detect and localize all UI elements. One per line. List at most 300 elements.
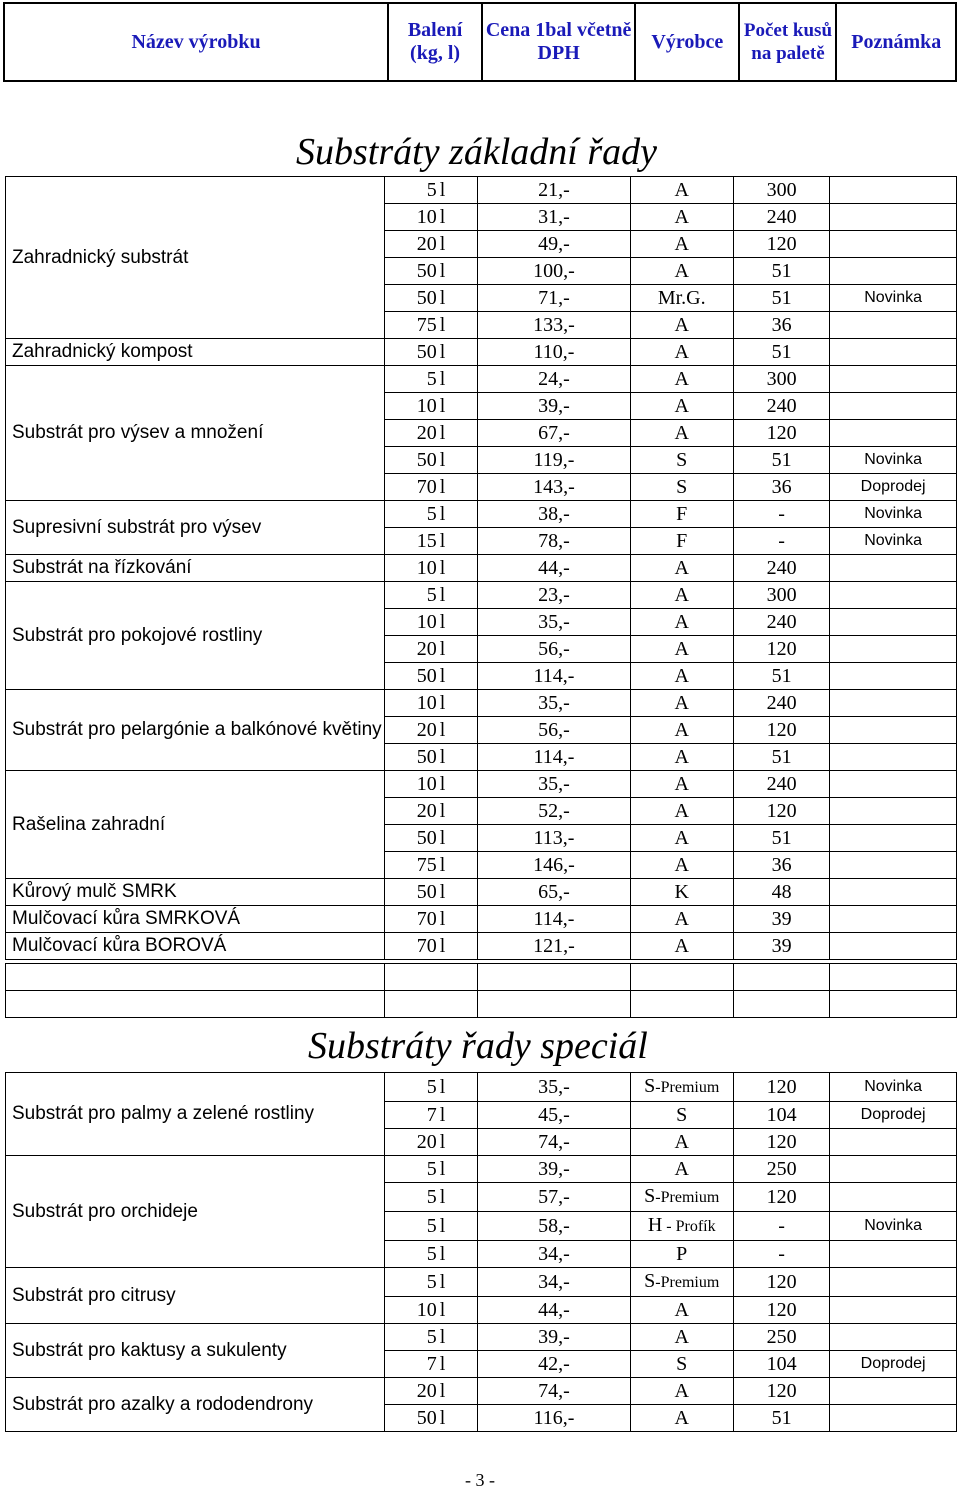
- pack-size: [385, 1102, 478, 1129]
- maker: [630, 1183, 733, 1212]
- maker-code: A: [674, 260, 689, 282]
- table-row: [6, 879, 957, 906]
- pack-unit: l: [439, 287, 446, 309]
- product-name: Substrát pro palmy a zelené rostliny: [6, 1073, 385, 1156]
- pack-volume: 10: [416, 206, 437, 228]
- pack-size: [385, 1324, 478, 1351]
- pallet-count: 51: [733, 825, 829, 852]
- price: 34,-: [478, 1241, 630, 1268]
- note: [830, 663, 957, 690]
- maker: [630, 609, 733, 636]
- basic-substrates-table: [5, 176, 957, 960]
- pack-volume: 20: [416, 1380, 437, 1402]
- table-row: [6, 339, 957, 366]
- pack-size: [385, 1156, 478, 1183]
- note: [830, 258, 957, 285]
- pack-size: [385, 393, 478, 420]
- pack-unit: l: [439, 1243, 446, 1265]
- pack-unit: l: [439, 1380, 446, 1402]
- product-name: Zahradnický substrát: [6, 177, 385, 339]
- pallet-count: 104: [733, 1351, 829, 1378]
- pallet-count: 120: [733, 798, 829, 825]
- pack-size: [385, 636, 478, 663]
- maker: [630, 447, 733, 474]
- pallet-count: 51: [733, 258, 829, 285]
- pack-size: [385, 690, 478, 717]
- maker-code: S: [644, 1185, 656, 1207]
- note: [830, 690, 957, 717]
- price: 35,-: [478, 609, 630, 636]
- maker: [630, 825, 733, 852]
- pack-unit: l: [439, 530, 446, 552]
- pallet-count: -: [733, 528, 829, 555]
- pack-unit: l: [439, 773, 446, 795]
- pack-size: [385, 366, 478, 393]
- pallet-count: 104: [733, 1102, 829, 1129]
- price: 24,-: [478, 366, 630, 393]
- note: [830, 717, 957, 744]
- pallet-count: 240: [733, 690, 829, 717]
- maker: [630, 420, 733, 447]
- empty-row: [6, 991, 957, 1018]
- pack-volume: 5: [426, 584, 437, 606]
- note: [830, 393, 957, 420]
- pallet-count: 120: [733, 231, 829, 258]
- price: 113,-: [478, 825, 630, 852]
- maker: [630, 1351, 733, 1378]
- table-row: [6, 582, 957, 609]
- pack-size: [385, 933, 478, 960]
- pack-unit: l: [439, 800, 446, 822]
- note: [830, 555, 957, 582]
- product-name: Rašelina zahradní: [6, 771, 385, 879]
- pack-unit: l: [439, 368, 446, 390]
- maker-code: S: [676, 449, 688, 471]
- pack-volume: 5: [426, 368, 437, 390]
- pack-unit: l: [439, 341, 446, 363]
- pallet-count: 240: [733, 555, 829, 582]
- pack-size: [385, 852, 478, 879]
- price: 67,-: [478, 420, 630, 447]
- pack-size: [385, 798, 478, 825]
- note: [830, 1297, 957, 1324]
- price: 114,-: [478, 744, 630, 771]
- maker: [630, 204, 733, 231]
- price: 42,-: [478, 1351, 630, 1378]
- pack-unit: l: [439, 1158, 446, 1180]
- pack-volume: 20: [416, 422, 437, 444]
- maker: [630, 474, 733, 501]
- header-count: Počet kusů na paletě: [739, 3, 836, 81]
- price: 45,-: [478, 1102, 630, 1129]
- pack-size: [385, 177, 478, 204]
- note: Doprodej: [830, 1102, 957, 1129]
- pack-volume: 50: [416, 881, 437, 903]
- note: [830, 582, 957, 609]
- table-row: [6, 1156, 957, 1183]
- maker-code: A: [674, 800, 689, 822]
- maker-code: A: [674, 854, 689, 876]
- product-name: Substrát pro pelargónie a balkónové květiny: [6, 690, 385, 771]
- maker: [630, 1378, 733, 1405]
- maker-code: K: [674, 881, 689, 903]
- maker-code: S: [676, 1104, 688, 1126]
- pack-volume: 70: [416, 908, 437, 930]
- note: [830, 879, 957, 906]
- product-name: Substrát na řízkování: [6, 555, 385, 582]
- pallet-count: 240: [733, 393, 829, 420]
- pack-volume: 5: [426, 1243, 437, 1265]
- note: [830, 1268, 957, 1297]
- price: 143,-: [478, 474, 630, 501]
- pack-volume: 5: [426, 1158, 437, 1180]
- price: 146,-: [478, 852, 630, 879]
- pack-unit: l: [439, 1104, 446, 1126]
- maker: [630, 1156, 733, 1183]
- pack-unit: l: [439, 746, 446, 768]
- maker: [630, 1212, 733, 1241]
- table-row: [6, 690, 957, 717]
- maker: [630, 258, 733, 285]
- price: 39,-: [478, 393, 630, 420]
- pack-volume: 5: [426, 503, 437, 525]
- product-name: Supresivní substrát pro výsev: [6, 501, 385, 555]
- maker: [630, 1241, 733, 1268]
- note: [830, 312, 957, 339]
- maker-code: F: [676, 530, 688, 552]
- maker-code: A: [674, 584, 689, 606]
- pallet-count: 240: [733, 771, 829, 798]
- price: 119,-: [478, 447, 630, 474]
- pallet-count: 51: [733, 447, 829, 474]
- price: 39,-: [478, 1324, 630, 1351]
- pack-unit: l: [439, 206, 446, 228]
- section-title-basic: Substráty základní řady: [296, 131, 657, 173]
- maker: [630, 231, 733, 258]
- pack-unit: l: [439, 179, 446, 201]
- empty-row: [6, 964, 957, 991]
- pack-volume: 20: [416, 638, 437, 660]
- note: Doprodej: [830, 474, 957, 501]
- pack-unit: l: [439, 584, 446, 606]
- maker: [630, 852, 733, 879]
- pallet-count: 120: [733, 1297, 829, 1324]
- price: 44,-: [478, 555, 630, 582]
- note: [830, 1129, 957, 1156]
- section-title-special: Substráty řady speciál: [308, 1025, 648, 1067]
- pallet-count: 300: [733, 177, 829, 204]
- maker: [630, 690, 733, 717]
- note: Novinka: [830, 447, 957, 474]
- pack-size: [385, 1241, 478, 1268]
- product-name: Substrát pro citrusy: [6, 1268, 385, 1324]
- pack-volume: 70: [416, 476, 437, 498]
- pack-size: [385, 582, 478, 609]
- pack-unit: l: [439, 665, 446, 687]
- price: 57,-: [478, 1183, 630, 1212]
- pack-size: [385, 1268, 478, 1297]
- pack-unit: l: [439, 503, 446, 525]
- maker-code: A: [674, 1131, 689, 1153]
- table-row: [6, 1324, 957, 1351]
- pack-size: [385, 528, 478, 555]
- maker: [630, 636, 733, 663]
- pack-size: [385, 1405, 478, 1432]
- maker-code: A: [674, 611, 689, 633]
- price: 35,-: [478, 771, 630, 798]
- maker: [630, 906, 733, 933]
- price: 39,-: [478, 1156, 630, 1183]
- pack-size: [385, 663, 478, 690]
- pack-volume: 20: [416, 233, 437, 255]
- pack-unit: l: [439, 638, 446, 660]
- pack-unit: l: [439, 692, 446, 714]
- maker: [630, 393, 733, 420]
- maker-code: A: [674, 638, 689, 660]
- maker: [630, 1102, 733, 1129]
- table-row: [6, 177, 957, 204]
- pallet-count: 240: [733, 609, 829, 636]
- maker-suffix: -Premium: [655, 1274, 720, 1291]
- maker-code: F: [676, 503, 688, 525]
- pack-volume: 10: [416, 611, 437, 633]
- pack-volume: 50: [416, 746, 437, 768]
- maker: [630, 1073, 733, 1102]
- maker-code: H: [647, 1214, 663, 1236]
- table-row: [6, 1378, 957, 1405]
- pallet-count: 120: [733, 717, 829, 744]
- pack-size: [385, 717, 478, 744]
- pack-unit: l: [439, 260, 446, 282]
- pack-unit: l: [439, 719, 446, 741]
- price: 74,-: [478, 1378, 630, 1405]
- pack-volume: 5: [426, 1326, 437, 1348]
- price: 38,-: [478, 501, 630, 528]
- maker-code: A: [674, 206, 689, 228]
- pack-volume: 7: [426, 1353, 437, 1375]
- pack-unit: l: [439, 1353, 446, 1375]
- note: [830, 798, 957, 825]
- product-name: Zahradnický kompost: [6, 339, 385, 366]
- pallet-count: 250: [733, 1324, 829, 1351]
- pack-size: [385, 609, 478, 636]
- pallet-count: 48: [733, 879, 829, 906]
- maker-suffix: -Premium: [655, 1079, 720, 1096]
- pack-unit: l: [439, 422, 446, 444]
- pallet-count: 36: [733, 474, 829, 501]
- pack-unit: l: [439, 1076, 446, 1098]
- pack-unit: l: [439, 314, 446, 336]
- maker-code: A: [674, 1326, 689, 1348]
- price: 34,-: [478, 1268, 630, 1297]
- maker-code: S: [644, 1270, 656, 1292]
- pack-volume: 5: [426, 179, 437, 201]
- pack-volume: 50: [416, 449, 437, 471]
- pack-volume: 5: [426, 1076, 437, 1098]
- pack-size: [385, 1297, 478, 1324]
- maker-code: A: [674, 314, 689, 336]
- price: 74,-: [478, 1129, 630, 1156]
- maker: [630, 798, 733, 825]
- pallet-count: 120: [733, 636, 829, 663]
- maker-code: A: [674, 341, 689, 363]
- maker-code: A: [674, 746, 689, 768]
- price: 58,-: [478, 1212, 630, 1241]
- note: [830, 231, 957, 258]
- price: 71,-: [478, 285, 630, 312]
- table-row: [6, 771, 957, 798]
- price: 114,-: [478, 906, 630, 933]
- note: Novinka: [830, 501, 957, 528]
- pack-size: [385, 447, 478, 474]
- pack-volume: 50: [416, 1407, 437, 1429]
- price: 56,-: [478, 717, 630, 744]
- maker-code: A: [674, 557, 689, 579]
- maker: [630, 1129, 733, 1156]
- maker-suffix: - Profík: [662, 1218, 716, 1235]
- maker: [630, 285, 733, 312]
- maker: [630, 1268, 733, 1297]
- pallet-count: 250: [733, 1156, 829, 1183]
- pack-volume: 10: [416, 395, 437, 417]
- maker: [630, 1405, 733, 1432]
- pack-unit: l: [439, 881, 446, 903]
- pack-size: [385, 555, 478, 582]
- pack-volume: 50: [416, 287, 437, 309]
- price: 52,-: [478, 798, 630, 825]
- maker-code: A: [674, 827, 689, 849]
- pallet-count: 39: [733, 933, 829, 960]
- note: [830, 609, 957, 636]
- pallet-count: 300: [733, 366, 829, 393]
- price: 100,-: [478, 258, 630, 285]
- pallet-count: -: [733, 501, 829, 528]
- pallet-count: -: [733, 1212, 829, 1241]
- header-maker: Výrobce: [635, 3, 739, 81]
- maker-code: A: [674, 395, 689, 417]
- pack-unit: l: [439, 1326, 446, 1348]
- price: 56,-: [478, 636, 630, 663]
- page-number: - 3 -: [465, 1470, 495, 1490]
- note: Novinka: [830, 1073, 957, 1102]
- product-name: Kůrový mulč SMRK: [6, 879, 385, 906]
- pack-unit: l: [439, 1299, 446, 1321]
- product-name: Substrát pro kaktusy a sukulenty: [6, 1324, 385, 1378]
- pack-size: [385, 771, 478, 798]
- maker-code: A: [674, 773, 689, 795]
- maker: [630, 555, 733, 582]
- pack-size: [385, 879, 478, 906]
- pack-size: [385, 744, 478, 771]
- maker-code: Mr.G.: [657, 287, 706, 309]
- pack-unit: l: [439, 935, 446, 957]
- maker-code: A: [674, 368, 689, 390]
- pack-unit: l: [439, 827, 446, 849]
- note: [830, 825, 957, 852]
- note: Novinka: [830, 1212, 957, 1241]
- note: [830, 771, 957, 798]
- pack-unit: l: [439, 476, 446, 498]
- pack-volume: 75: [416, 854, 437, 876]
- pack-volume: 5: [426, 1215, 437, 1237]
- pack-size: [385, 420, 478, 447]
- pack-volume: 10: [416, 692, 437, 714]
- maker-code: A: [674, 692, 689, 714]
- note: Doprodej: [830, 1351, 957, 1378]
- note: [830, 1183, 957, 1212]
- maker-code: A: [674, 1407, 689, 1429]
- header-price: Cena 1bal včetně DPH: [482, 3, 635, 81]
- maker: [630, 744, 733, 771]
- pack-volume: 10: [416, 773, 437, 795]
- price: 49,-: [478, 231, 630, 258]
- note: [830, 420, 957, 447]
- pallet-count: 120: [733, 1183, 829, 1212]
- pack-volume: 50: [416, 260, 437, 282]
- maker: [630, 501, 733, 528]
- table-row: [6, 906, 957, 933]
- maker: [630, 582, 733, 609]
- note: [830, 1324, 957, 1351]
- pallet-count: 39: [733, 906, 829, 933]
- maker: [630, 339, 733, 366]
- note: Novinka: [830, 285, 957, 312]
- pack-size: [385, 825, 478, 852]
- maker-code: A: [674, 179, 689, 201]
- pack-size: [385, 1073, 478, 1102]
- pack-unit: l: [439, 557, 446, 579]
- column-header: [3, 2, 957, 82]
- table-row: [6, 1268, 957, 1297]
- pack-size: [385, 204, 478, 231]
- pack-size: [385, 1183, 478, 1212]
- price: 44,-: [478, 1297, 630, 1324]
- pack-volume: 15: [416, 530, 437, 552]
- product-name: Substrát pro azalky a rododendrony: [6, 1378, 385, 1432]
- maker-code: S: [676, 476, 688, 498]
- note: [830, 636, 957, 663]
- maker: [630, 717, 733, 744]
- note: [830, 339, 957, 366]
- product-name: Substrát pro pokojové rostliny: [6, 582, 385, 690]
- pack-size: [385, 339, 478, 366]
- price: 116,-: [478, 1405, 630, 1432]
- maker-code: A: [674, 1299, 689, 1321]
- maker-suffix: -Premium: [655, 1189, 720, 1206]
- product-name: Mulčovací kůra SMRKOVÁ: [6, 906, 385, 933]
- maker: [630, 879, 733, 906]
- pallet-count: 51: [733, 663, 829, 690]
- pack-volume: 70: [416, 935, 437, 957]
- pack-size: [385, 285, 478, 312]
- maker: [630, 1297, 733, 1324]
- pallet-count: 51: [733, 1405, 829, 1432]
- pack-unit: l: [439, 1271, 446, 1293]
- pallet-count: 120: [733, 1073, 829, 1102]
- maker: [630, 933, 733, 960]
- price: 114,-: [478, 663, 630, 690]
- maker: [630, 528, 733, 555]
- pallet-count: 300: [733, 582, 829, 609]
- empty-row-table: [5, 963, 957, 1018]
- pack-unit: l: [439, 908, 446, 930]
- note: [830, 1378, 957, 1405]
- price: 31,-: [478, 204, 630, 231]
- table-row: [6, 1073, 957, 1102]
- maker-code: P: [676, 1243, 688, 1265]
- header-name: Název výrobku: [4, 3, 388, 81]
- pack-volume: 10: [416, 1299, 437, 1321]
